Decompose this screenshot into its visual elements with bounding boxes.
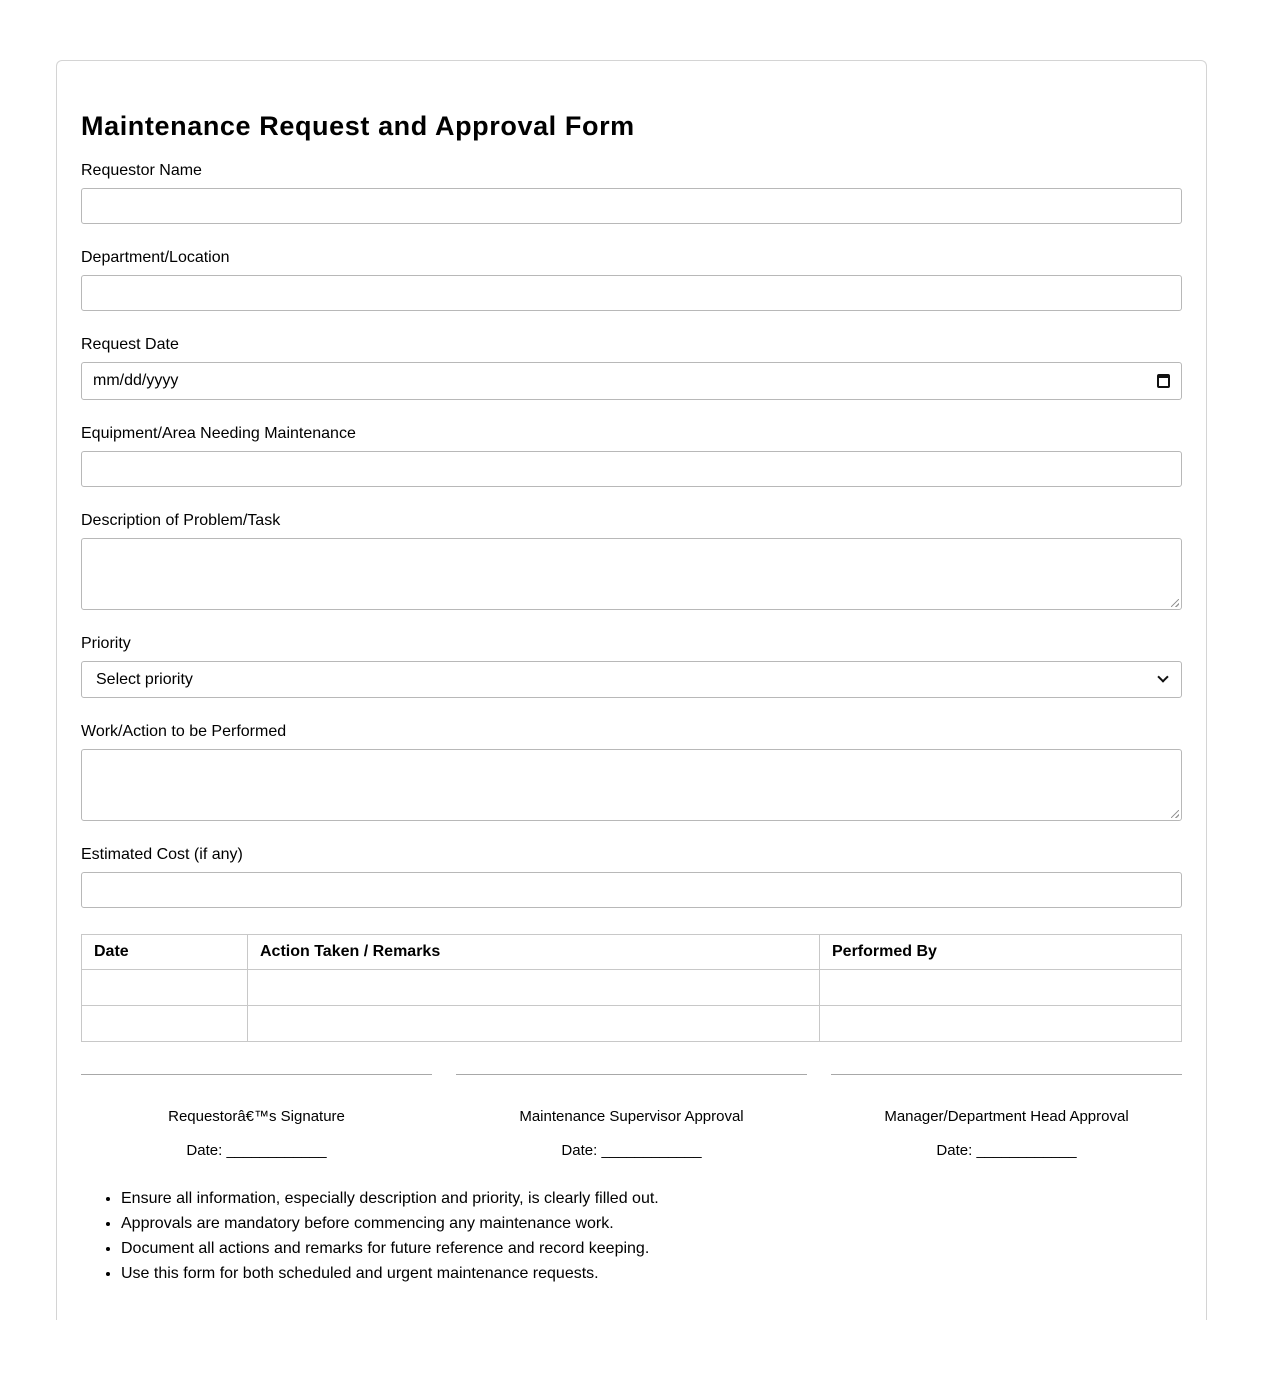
table-cell[interactable]	[82, 1006, 248, 1042]
requestor-name-input[interactable]	[81, 188, 1182, 224]
department-location-label: Department/Location	[81, 249, 230, 266]
request-date-placeholder: mm/dd/yyyy	[93, 372, 179, 389]
column-header-action: Action Taken / Remarks	[248, 935, 820, 970]
estimated-cost-field	[81, 846, 1182, 908]
table-cell[interactable]	[82, 970, 248, 1006]
table-cell[interactable]	[820, 970, 1182, 1006]
estimated-cost-label: Estimated Cost (if any)	[81, 846, 243, 863]
calendar-icon[interactable]	[1157, 374, 1170, 388]
description-label: Description of Problem/Task	[81, 512, 281, 529]
signature-label: Maintenance Supervisor Approval	[519, 1108, 744, 1125]
table-cell[interactable]	[248, 970, 820, 1006]
requestor-name-label: Requestor Name	[81, 162, 202, 179]
estimated-cost-input[interactable]	[81, 872, 1182, 908]
signature-label: Requestorâ€™s Signature	[168, 1108, 345, 1125]
table-cell[interactable]	[820, 1006, 1182, 1042]
description-textarea[interactable]	[81, 538, 1182, 610]
signature-block-supervisor	[456, 1074, 807, 1160]
signature-line	[81, 1074, 432, 1075]
list-item: • Ensure all information, especially description and priority, is clearly filled out.	[121, 1186, 659, 1211]
signature-date: Date: ____________	[936, 1142, 1077, 1159]
work-action-textarea[interactable]	[81, 749, 1182, 821]
list-item: • Document all actions and remarks for future reference and record keeping.	[121, 1236, 659, 1261]
equipment-area-field	[81, 425, 1182, 487]
priority-field	[81, 635, 1182, 698]
table-cell[interactable]	[248, 1006, 820, 1042]
work-action-label: Work/Action to be Performed	[81, 723, 287, 740]
list-item: • Approvals are mandatory before commencing any maintenance work.	[121, 1211, 659, 1236]
signature-block-requestor	[81, 1074, 432, 1160]
signature-date: Date: ____________	[561, 1142, 702, 1159]
signature-line	[456, 1074, 807, 1075]
equipment-area-input[interactable]	[81, 451, 1182, 487]
signature-line	[831, 1074, 1182, 1075]
signature-label: Manager/Department Head Approval	[884, 1108, 1129, 1125]
instructions-list	[81, 1186, 659, 1286]
resize-grip-icon[interactable]	[1171, 599, 1179, 607]
priority-select[interactable]	[81, 661, 1182, 698]
work-action-field	[81, 723, 1182, 821]
signature-date: Date: ____________	[186, 1142, 327, 1159]
description-field	[81, 512, 1182, 610]
maintenance-log-table	[81, 934, 1182, 1042]
department-location-field	[81, 249, 1182, 311]
form-card	[56, 60, 1207, 1320]
resize-grip-icon[interactable]	[1171, 810, 1179, 818]
priority-selected-value: Select priority	[96, 670, 193, 688]
requestor-name-field	[81, 162, 1182, 224]
signature-block-manager	[831, 1074, 1182, 1160]
department-location-input[interactable]	[81, 275, 1182, 311]
request-date-field	[81, 336, 1182, 400]
equipment-area-label: Equipment/Area Needing Maintenance	[81, 425, 356, 442]
table-row	[82, 1006, 1182, 1042]
priority-label: Priority	[81, 635, 131, 652]
list-item: • Use this form for both scheduled and urgent maintenance requests.	[121, 1261, 659, 1286]
signature-section	[81, 1074, 1182, 1160]
request-date-label: Request Date	[81, 336, 179, 353]
column-header-date: Date	[82, 935, 248, 970]
column-header-performed-by: Performed By	[820, 935, 1182, 970]
request-date-input[interactable]	[81, 362, 1182, 400]
chevron-down-icon	[1157, 671, 1168, 682]
page-title: Maintenance Request and Approval Form	[81, 111, 635, 141]
table-row	[82, 970, 1182, 1006]
table-header-row	[82, 935, 1182, 970]
